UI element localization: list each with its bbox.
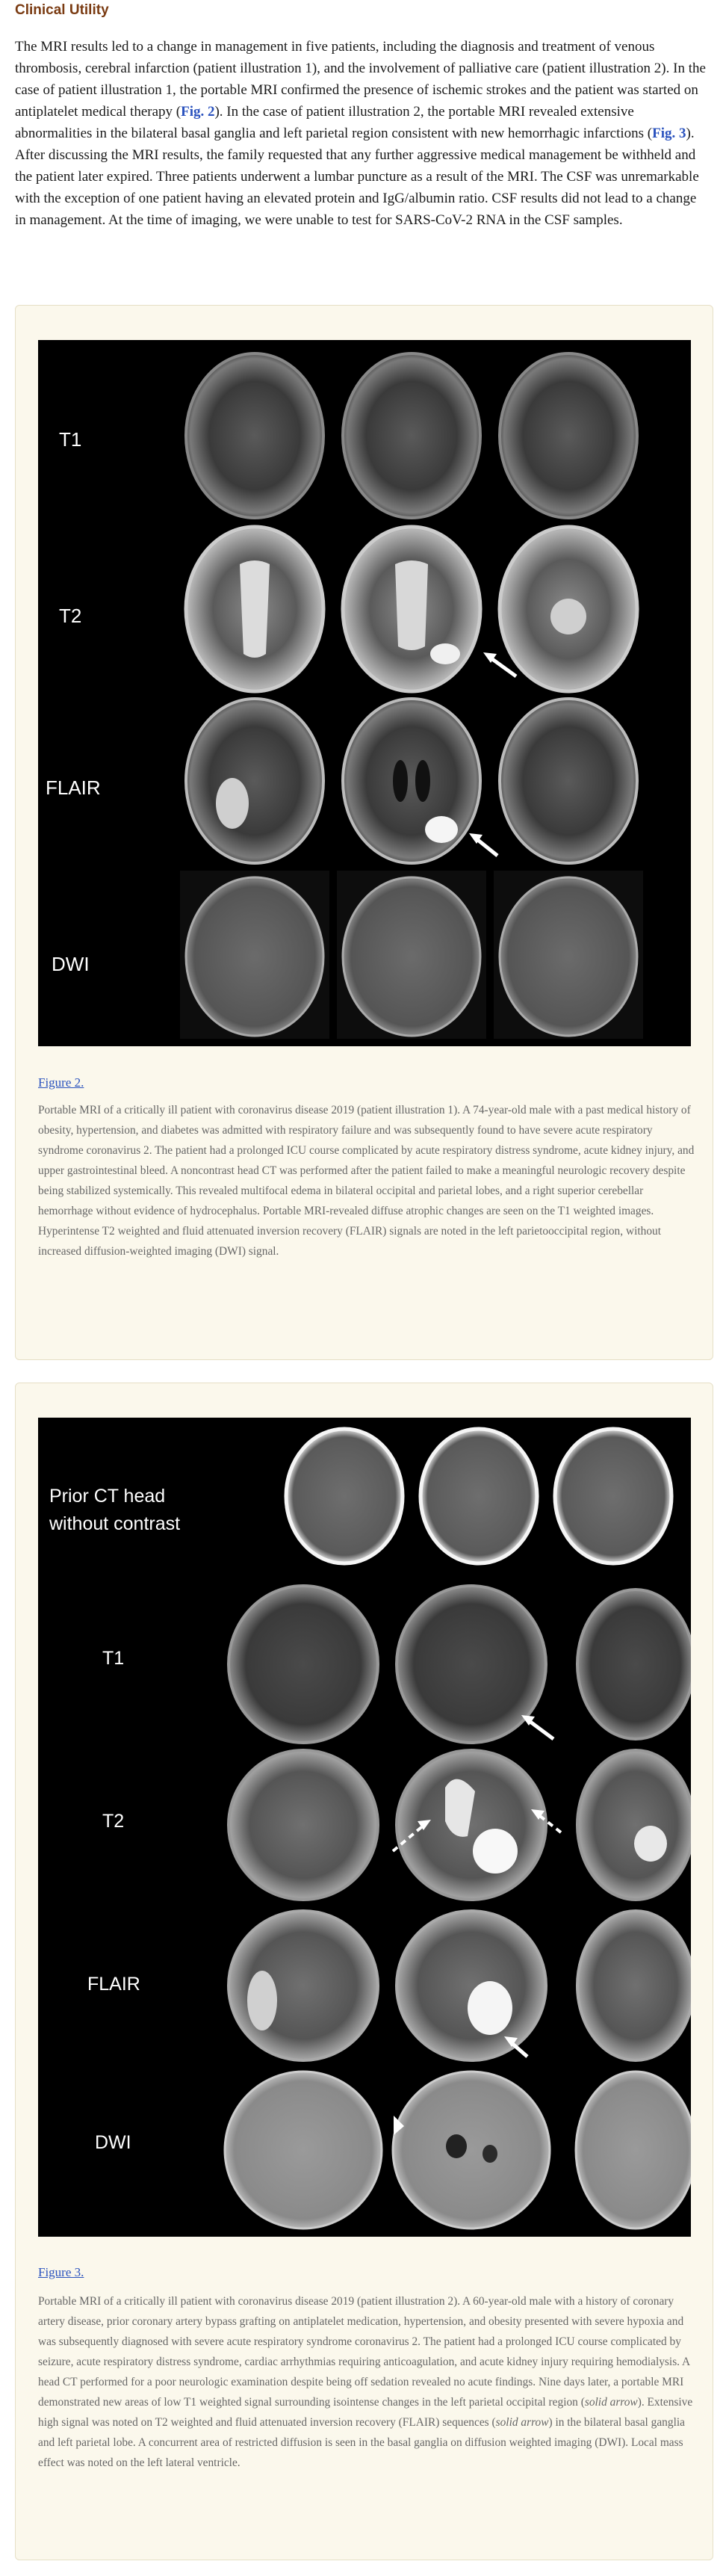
- fig3-caption-part-b: ). Extensive high signal was noted on T2 weighted and fluid attenuated inversion recovery (FLAIR) sequences (: [38, 2396, 693, 2429]
- fig2-row-label-t1: T1: [59, 428, 82, 451]
- fig3-caption-em-2: solid arrow: [495, 2416, 549, 2429]
- fig3-caption-part-c: ) in the bilateral basal ganglia and left parietal lobe. A concurrent area of restricted diffusion is seen in the basal ganglia on diffusion weighted imaging (DWI). Local mass effect was noted on the left lateral ventricle.: [38, 2416, 685, 2469]
- fig3-row-flair: [229, 1911, 691, 2060]
- fig3-arrow-t1: [527, 1720, 553, 1739]
- fig2-row-label-t2: T2: [59, 605, 82, 627]
- section-title: Clinical Utility: [15, 2, 109, 18]
- fig2-row-dwi: [180, 871, 643, 1039]
- fig3-row-label-t1: T1: [102, 1648, 125, 1669]
- fig2-arrow-t2: [489, 657, 516, 676]
- fig2-row-flair: [186, 699, 637, 863]
- fig3-reference-link[interactable]: Fig. 3: [652, 126, 686, 141]
- fig3-row-label-flair: FLAIR: [87, 1974, 140, 1995]
- fig2-row-t1: [186, 353, 637, 518]
- fig2-row-label-flair: FLAIR: [46, 776, 101, 799]
- figure-3-link[interactable]: Figure 3.: [38, 2265, 84, 2279]
- fig3-row-label-t2: T2: [102, 1811, 125, 1832]
- figure-2-image[interactable]: [38, 340, 691, 1046]
- fig3-row-label-ct-line2: without contrast: [49, 1513, 181, 1534]
- figure-3-container: [15, 1383, 713, 2560]
- figure-2-caption: Portable MRI of a critically ill patient with coronavirus disease 2019 (patient illustration 1). A 74-year-old male with a past medical history of obesity, hypertension, and diabetes was admitted with respiratory failure and was subsequently found to have severe acute respiratory syndrome coronavirus 2. The patient had a prolonged ICU course complicated by acute respiratory distress syndrome, acute kidney injury, and upper gastrointestinal bleed. A noncontrast head CT was performed after the patient failed to make a meaningful neurologic recovery despite being stabilized systemically. This revealed multifocal edema in bilateral occipital and parietal lobes, and a right superior cerebellar hemorrhage without evidence of hydrocephalus. Portable MRI-revealed diffuse atrophic changes are seen on the T1 weighted images. Hyperintense T2 weighted and fluid attenuated inversion recovery (FLAIR) signals are noted in the left parietooccipital region, without increased diffusion-weighted imaging (DWI) signal.: [38, 1104, 695, 1258]
- fig3-row-t2: [229, 1750, 691, 1900]
- body-text-part-1: The MRI results led to a change in management in five patients, including the diagnosis and treatment of venous thrombosis, cerebral infarction (patient illustration 1), and the involvement of palliative care (patient illustration 2). In the case of patient illustration 1, the portable MRI confirmed the presence of ischemic strokes and the patient was started on antiplatelet medical therapy (: [15, 39, 706, 120]
- figure-2-container: [15, 305, 713, 1360]
- fig3-row-label-dwi: DWI: [95, 2132, 131, 2153]
- fig2-reference-link[interactable]: Fig. 2: [181, 104, 215, 120]
- fig3-row-ct: [286, 1429, 671, 1563]
- fig3-row-label-ct-line1: Prior CT head: [49, 1486, 166, 1507]
- figure-3-image[interactable]: [38, 1418, 691, 2237]
- figure-3-caption: [38, 2291, 695, 2473]
- fig3-row-dwi: [225, 2072, 691, 2228]
- figure-2-link[interactable]: Figure 2.: [38, 1075, 84, 1090]
- fig2-row-t2: [186, 527, 637, 691]
- body-text-part-3: ). After discussing the MRI results, the family requested that any further aggressive medical management be withheld and the patient later expired. Three patients underwent a lumbar puncture as a result of the MRI. The CSF was unremarkable with the exception of one patient having an elevated protein and IgG/albumin ratio. CSF results did not lead to a change in management. At the time of imaging, we were unable to test for SARS-CoV-2 RNA in the CSF samples.: [15, 126, 699, 228]
- fig2-row-label-dwi: DWI: [52, 953, 90, 975]
- fig3-caption-em-1: solid arrow: [584, 2396, 638, 2409]
- fig3-caption-part-a: Portable MRI of a critically ill patient with coronavirus disease 2019 (patient illustration 2). A 60-year-old male with a history of coronary artery disease, prior coronary artery bypass grafting on antiplatelet medication, hypertension, and obesity presented with severe hypoxia and was subsequently diagnosed with severe acute respiratory syndrome coronavirus 2. The patient had a prolonged ICU course complicated by seizure, acute respiratory distress syndrome, cardiac arrhythmias requiring anticoagulation, and acute kidney injury requiring hemodialysis. A head CT performed for a poor neurologic examination despite being off sedation revealed no acute findings. Nine days later, a portable MRI demonstrated new areas of low T1 weighted signal surrounding isointense changes in the left parietal occipital region (: [38, 2295, 690, 2409]
- body-paragraph: [15, 36, 710, 231]
- body-text-part-2: ). In the case of patient illustration 2, the portable MRI revealed extensive abnormalities in the bilateral basal ganglia and left parietal region consistent with new hemorrhagic infarctions (: [15, 104, 653, 141]
- fig3-row-t1: [229, 1586, 691, 1743]
